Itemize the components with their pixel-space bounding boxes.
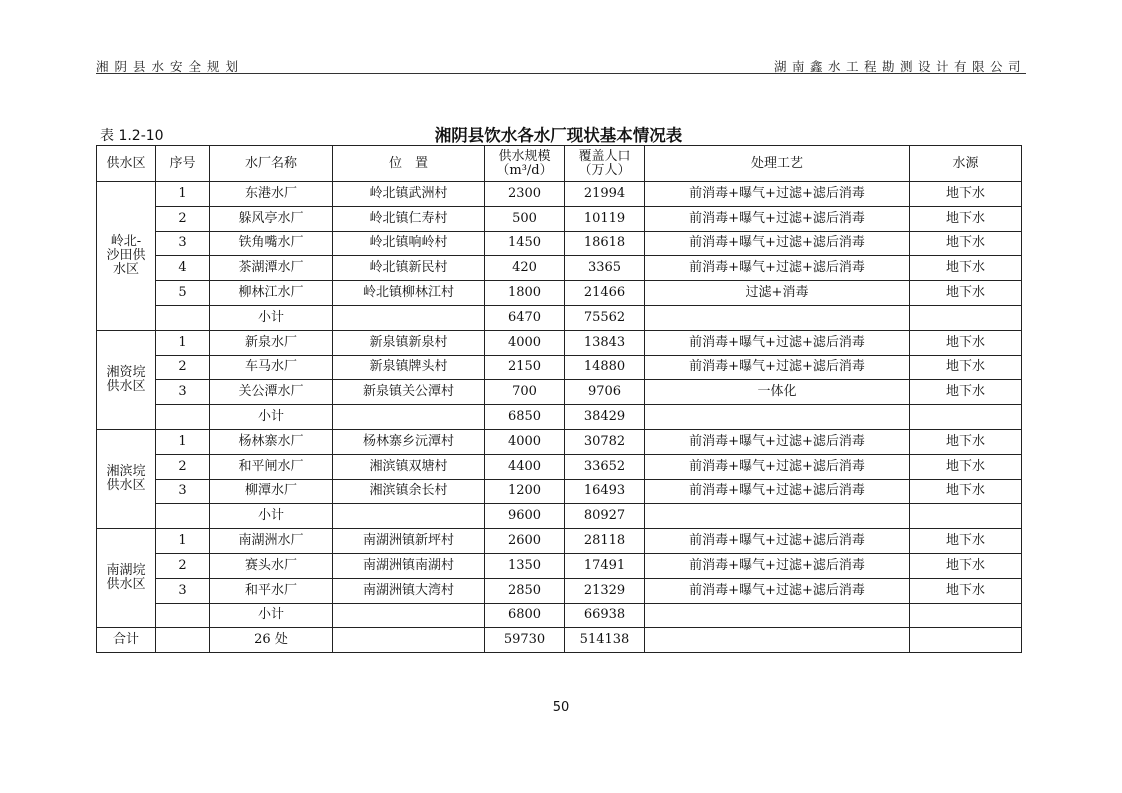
table-title: 湘阴县饮水各水厂现状基本情况表 [434, 126, 683, 145]
seq-cell: 3 [156, 380, 210, 405]
table-row [97, 429, 1022, 454]
population-cell: 14880 [565, 355, 645, 380]
process-cell: 前消毒+曝气+过滤+滤后消毒 [645, 479, 910, 504]
population-cell: 17491 [565, 553, 645, 578]
scale-cell: 1450 [485, 231, 565, 256]
seq-cell: 1 [156, 330, 210, 355]
process-cell: 前消毒+曝气+过滤+滤后消毒 [645, 578, 910, 603]
process-cell: 一体化 [645, 380, 910, 405]
subtotal-population: 80927 [565, 504, 645, 529]
scale-cell: 1200 [485, 479, 565, 504]
scale-cell: 4400 [485, 454, 565, 479]
location-cell: 新泉镇关公潭村 [333, 380, 485, 405]
location-cell: 新泉镇新泉村 [333, 330, 485, 355]
subtotal-row [97, 504, 1022, 529]
seq-cell [156, 504, 210, 529]
source-cell: 地下水 [910, 529, 1022, 554]
table-row [97, 206, 1022, 231]
plant-name-cell: 铁角嘴水厂 [210, 231, 333, 256]
location-cell: 南湖洲镇新坪村 [333, 529, 485, 554]
location-cell: 南湖洲镇南湖村 [333, 553, 485, 578]
source-cell: 地下水 [910, 429, 1022, 454]
area-line: 沙田供 [106, 247, 146, 263]
process-cell [645, 603, 910, 628]
source-cell: 地下水 [910, 479, 1022, 504]
location-cell [333, 628, 485, 653]
area-line: 供水区 [106, 378, 146, 394]
seq-cell: 1 [156, 529, 210, 554]
source-cell: 地下水 [910, 578, 1022, 603]
area-line: 供水区 [106, 478, 146, 494]
location-cell [333, 305, 485, 330]
process-cell: 前消毒+曝气+过滤+滤后消毒 [645, 553, 910, 578]
area-line: 供水区 [106, 577, 146, 593]
source-cell: 地下水 [910, 206, 1022, 231]
process-cell: 前消毒+曝气+过滤+滤后消毒 [645, 206, 910, 231]
location-cell: 新泉镇牌头村 [333, 355, 485, 380]
total-count: 26 处 [210, 628, 333, 653]
total-label: 合计 [97, 628, 156, 653]
source-cell: 地下水 [910, 256, 1022, 281]
area-line: 岭北- [110, 233, 142, 249]
subtotal-row [97, 603, 1022, 628]
seq-cell: 1 [156, 182, 210, 207]
header-rule [96, 73, 1026, 74]
population-cell: 16493 [565, 479, 645, 504]
subtotal-row [97, 405, 1022, 430]
source-cell [910, 504, 1022, 529]
plant-name-cell: 关公潭水厂 [210, 380, 333, 405]
location-cell [333, 405, 485, 430]
water-plant-table [96, 145, 1022, 653]
table-row [97, 479, 1022, 504]
population-cell: 9706 [565, 380, 645, 405]
source-cell: 地下水 [910, 355, 1022, 380]
population-cell: 3365 [565, 256, 645, 281]
subtotal-scale: 6800 [485, 603, 565, 628]
plant-name-cell: 赛头水厂 [210, 553, 333, 578]
scale-cell: 4000 [485, 429, 565, 454]
seq-cell [156, 603, 210, 628]
seq-cell: 2 [156, 454, 210, 479]
scale-cell: 4000 [485, 330, 565, 355]
area-line: 水区 [112, 261, 139, 277]
process-cell [645, 628, 910, 653]
source-cell: 地下水 [910, 553, 1022, 578]
col-header-seq: 序号 [156, 146, 210, 182]
population-cell: 33652 [565, 454, 645, 479]
population-cell: 21994 [565, 182, 645, 207]
seq-cell [156, 628, 210, 653]
location-cell: 岭北镇武洲村 [333, 182, 485, 207]
col-header-population [565, 146, 645, 182]
col-header-source: 水源 [910, 146, 1022, 182]
population-cell: 21329 [565, 578, 645, 603]
table-caption [96, 122, 1021, 144]
location-cell: 岭北镇柳林江村 [333, 281, 485, 306]
table-row [97, 231, 1022, 256]
table-row [97, 578, 1022, 603]
scale-cell: 2300 [485, 182, 565, 207]
seq-cell: 2 [156, 355, 210, 380]
plant-name-cell: 车马水厂 [210, 355, 333, 380]
plant-name-cell: 茶湖潭水厂 [210, 256, 333, 281]
table-row [97, 454, 1022, 479]
seq-cell: 5 [156, 281, 210, 306]
table-header-row [97, 146, 1022, 182]
scale-cell: 2850 [485, 578, 565, 603]
process-cell: 前消毒+曝气+过滤+滤后消毒 [645, 182, 910, 207]
subtotal-label: 小计 [210, 603, 333, 628]
seq-cell: 2 [156, 553, 210, 578]
area-cell [97, 330, 156, 429]
process-cell: 前消毒+曝气+过滤+滤后消毒 [645, 454, 910, 479]
process-cell [645, 405, 910, 430]
population-cell: 28118 [565, 529, 645, 554]
total-row [97, 628, 1022, 653]
seq-cell: 3 [156, 479, 210, 504]
population-cell: 10119 [565, 206, 645, 231]
table-row [97, 182, 1022, 207]
source-cell [910, 305, 1022, 330]
location-cell: 岭北镇响岭村 [333, 231, 485, 256]
process-cell: 前消毒+曝气+过滤+滤后消毒 [645, 330, 910, 355]
source-cell: 地下水 [910, 330, 1022, 355]
subtotal-label: 小计 [210, 305, 333, 330]
subtotal-scale: 9600 [485, 504, 565, 529]
col-header-scale [485, 146, 565, 182]
process-cell: 前消毒+曝气+过滤+滤后消毒 [645, 256, 910, 281]
table-row [97, 529, 1022, 554]
seq-cell: 3 [156, 231, 210, 256]
table-body [97, 182, 1022, 653]
table-row [97, 330, 1022, 355]
seq-cell: 3 [156, 578, 210, 603]
population-cell: 18618 [565, 231, 645, 256]
seq-cell [156, 305, 210, 330]
col-header-process: 处理工艺 [645, 146, 910, 182]
source-cell: 地下水 [910, 182, 1022, 207]
process-cell: 前消毒+曝气+过滤+滤后消毒 [645, 231, 910, 256]
process-cell [645, 504, 910, 529]
area-line: 湘资垸 [106, 364, 146, 380]
location-cell: 杨林寨乡沅潭村 [333, 429, 485, 454]
scale-cell: 420 [485, 256, 565, 281]
col-header-population-line1: 覆盖人口 [578, 148, 631, 164]
subtotal-scale: 6470 [485, 305, 565, 330]
location-cell [333, 603, 485, 628]
seq-cell: 4 [156, 256, 210, 281]
subtotal-population: 75562 [565, 305, 645, 330]
subtotal-scale: 6850 [485, 405, 565, 430]
seq-cell: 1 [156, 429, 210, 454]
process-cell: 前消毒+曝气+过滤+滤后消毒 [645, 355, 910, 380]
table-row [97, 256, 1022, 281]
col-header-location: 位 置 [333, 146, 485, 182]
population-cell: 13843 [565, 330, 645, 355]
source-cell: 地下水 [910, 231, 1022, 256]
subtotal-label: 小计 [210, 405, 333, 430]
table-row [97, 355, 1022, 380]
area-cell [97, 429, 156, 528]
location-cell: 南湖洲镇大湾村 [333, 578, 485, 603]
process-cell [645, 305, 910, 330]
seq-cell [156, 405, 210, 430]
table-row [97, 281, 1022, 306]
location-cell: 湘滨镇双塘村 [333, 454, 485, 479]
plant-name-cell: 和平水厂 [210, 578, 333, 603]
source-cell: 地下水 [910, 281, 1022, 306]
source-cell [910, 628, 1022, 653]
scale-cell: 1350 [485, 553, 565, 578]
scale-cell: 700 [485, 380, 565, 405]
subtotal-population: 66938 [565, 603, 645, 628]
plant-name-cell: 东港水厂 [210, 182, 333, 207]
seq-cell: 2 [156, 206, 210, 231]
population-cell: 30782 [565, 429, 645, 454]
area-cell [97, 182, 156, 331]
source-cell [910, 405, 1022, 430]
scale-cell: 500 [485, 206, 565, 231]
plant-name-cell: 柳林江水厂 [210, 281, 333, 306]
source-cell [910, 603, 1022, 628]
location-cell: 岭北镇仁寿村 [333, 206, 485, 231]
col-header-name: 水厂名称 [210, 146, 333, 182]
page-number: 50 [552, 700, 570, 715]
process-cell: 过滤+消毒 [645, 281, 910, 306]
col-header-area: 供水区 [97, 146, 156, 182]
plant-name-cell: 柳潭水厂 [210, 479, 333, 504]
source-cell: 地下水 [910, 380, 1022, 405]
col-header-scale-line1: 供水规模 [498, 148, 551, 164]
col-header-population-line2: （万人） [578, 162, 631, 178]
location-cell: 湘滨镇余长村 [333, 479, 485, 504]
table-row [97, 553, 1022, 578]
plant-name-cell: 新泉水厂 [210, 330, 333, 355]
col-header-scale-line2: （m³/d） [496, 162, 553, 178]
plant-name-cell: 杨林寨水厂 [210, 429, 333, 454]
process-cell: 前消毒+曝气+过滤+滤后消毒 [645, 429, 910, 454]
scale-cell: 2600 [485, 529, 565, 554]
plant-name-cell: 南湖洲水厂 [210, 529, 333, 554]
location-cell: 岭北镇新民村 [333, 256, 485, 281]
total-scale: 59730 [485, 628, 565, 653]
table-row [97, 380, 1022, 405]
area-line: 南湖垸 [106, 563, 146, 579]
page-header-right: 湖南鑫水工程勘测设计有限公司 [773, 59, 1026, 74]
table-number: 表 1.2-10 [100, 128, 164, 144]
scale-cell: 1800 [485, 281, 565, 306]
plant-name-cell: 和平闸水厂 [210, 454, 333, 479]
location-cell [333, 504, 485, 529]
subtotal-row [97, 305, 1022, 330]
process-cell: 前消毒+曝气+过滤+滤后消毒 [645, 529, 910, 554]
source-cell: 地下水 [910, 454, 1022, 479]
scale-cell: 2150 [485, 355, 565, 380]
page-header-left: 湘阴县水安全规划 [96, 59, 245, 74]
plant-name-cell: 躲风亭水厂 [210, 206, 333, 231]
population-cell: 21466 [565, 281, 645, 306]
area-cell [97, 529, 156, 628]
subtotal-label: 小计 [210, 504, 333, 529]
total-population: 514138 [565, 628, 645, 653]
subtotal-population: 38429 [565, 405, 645, 430]
area-line: 湘滨垸 [106, 464, 146, 480]
